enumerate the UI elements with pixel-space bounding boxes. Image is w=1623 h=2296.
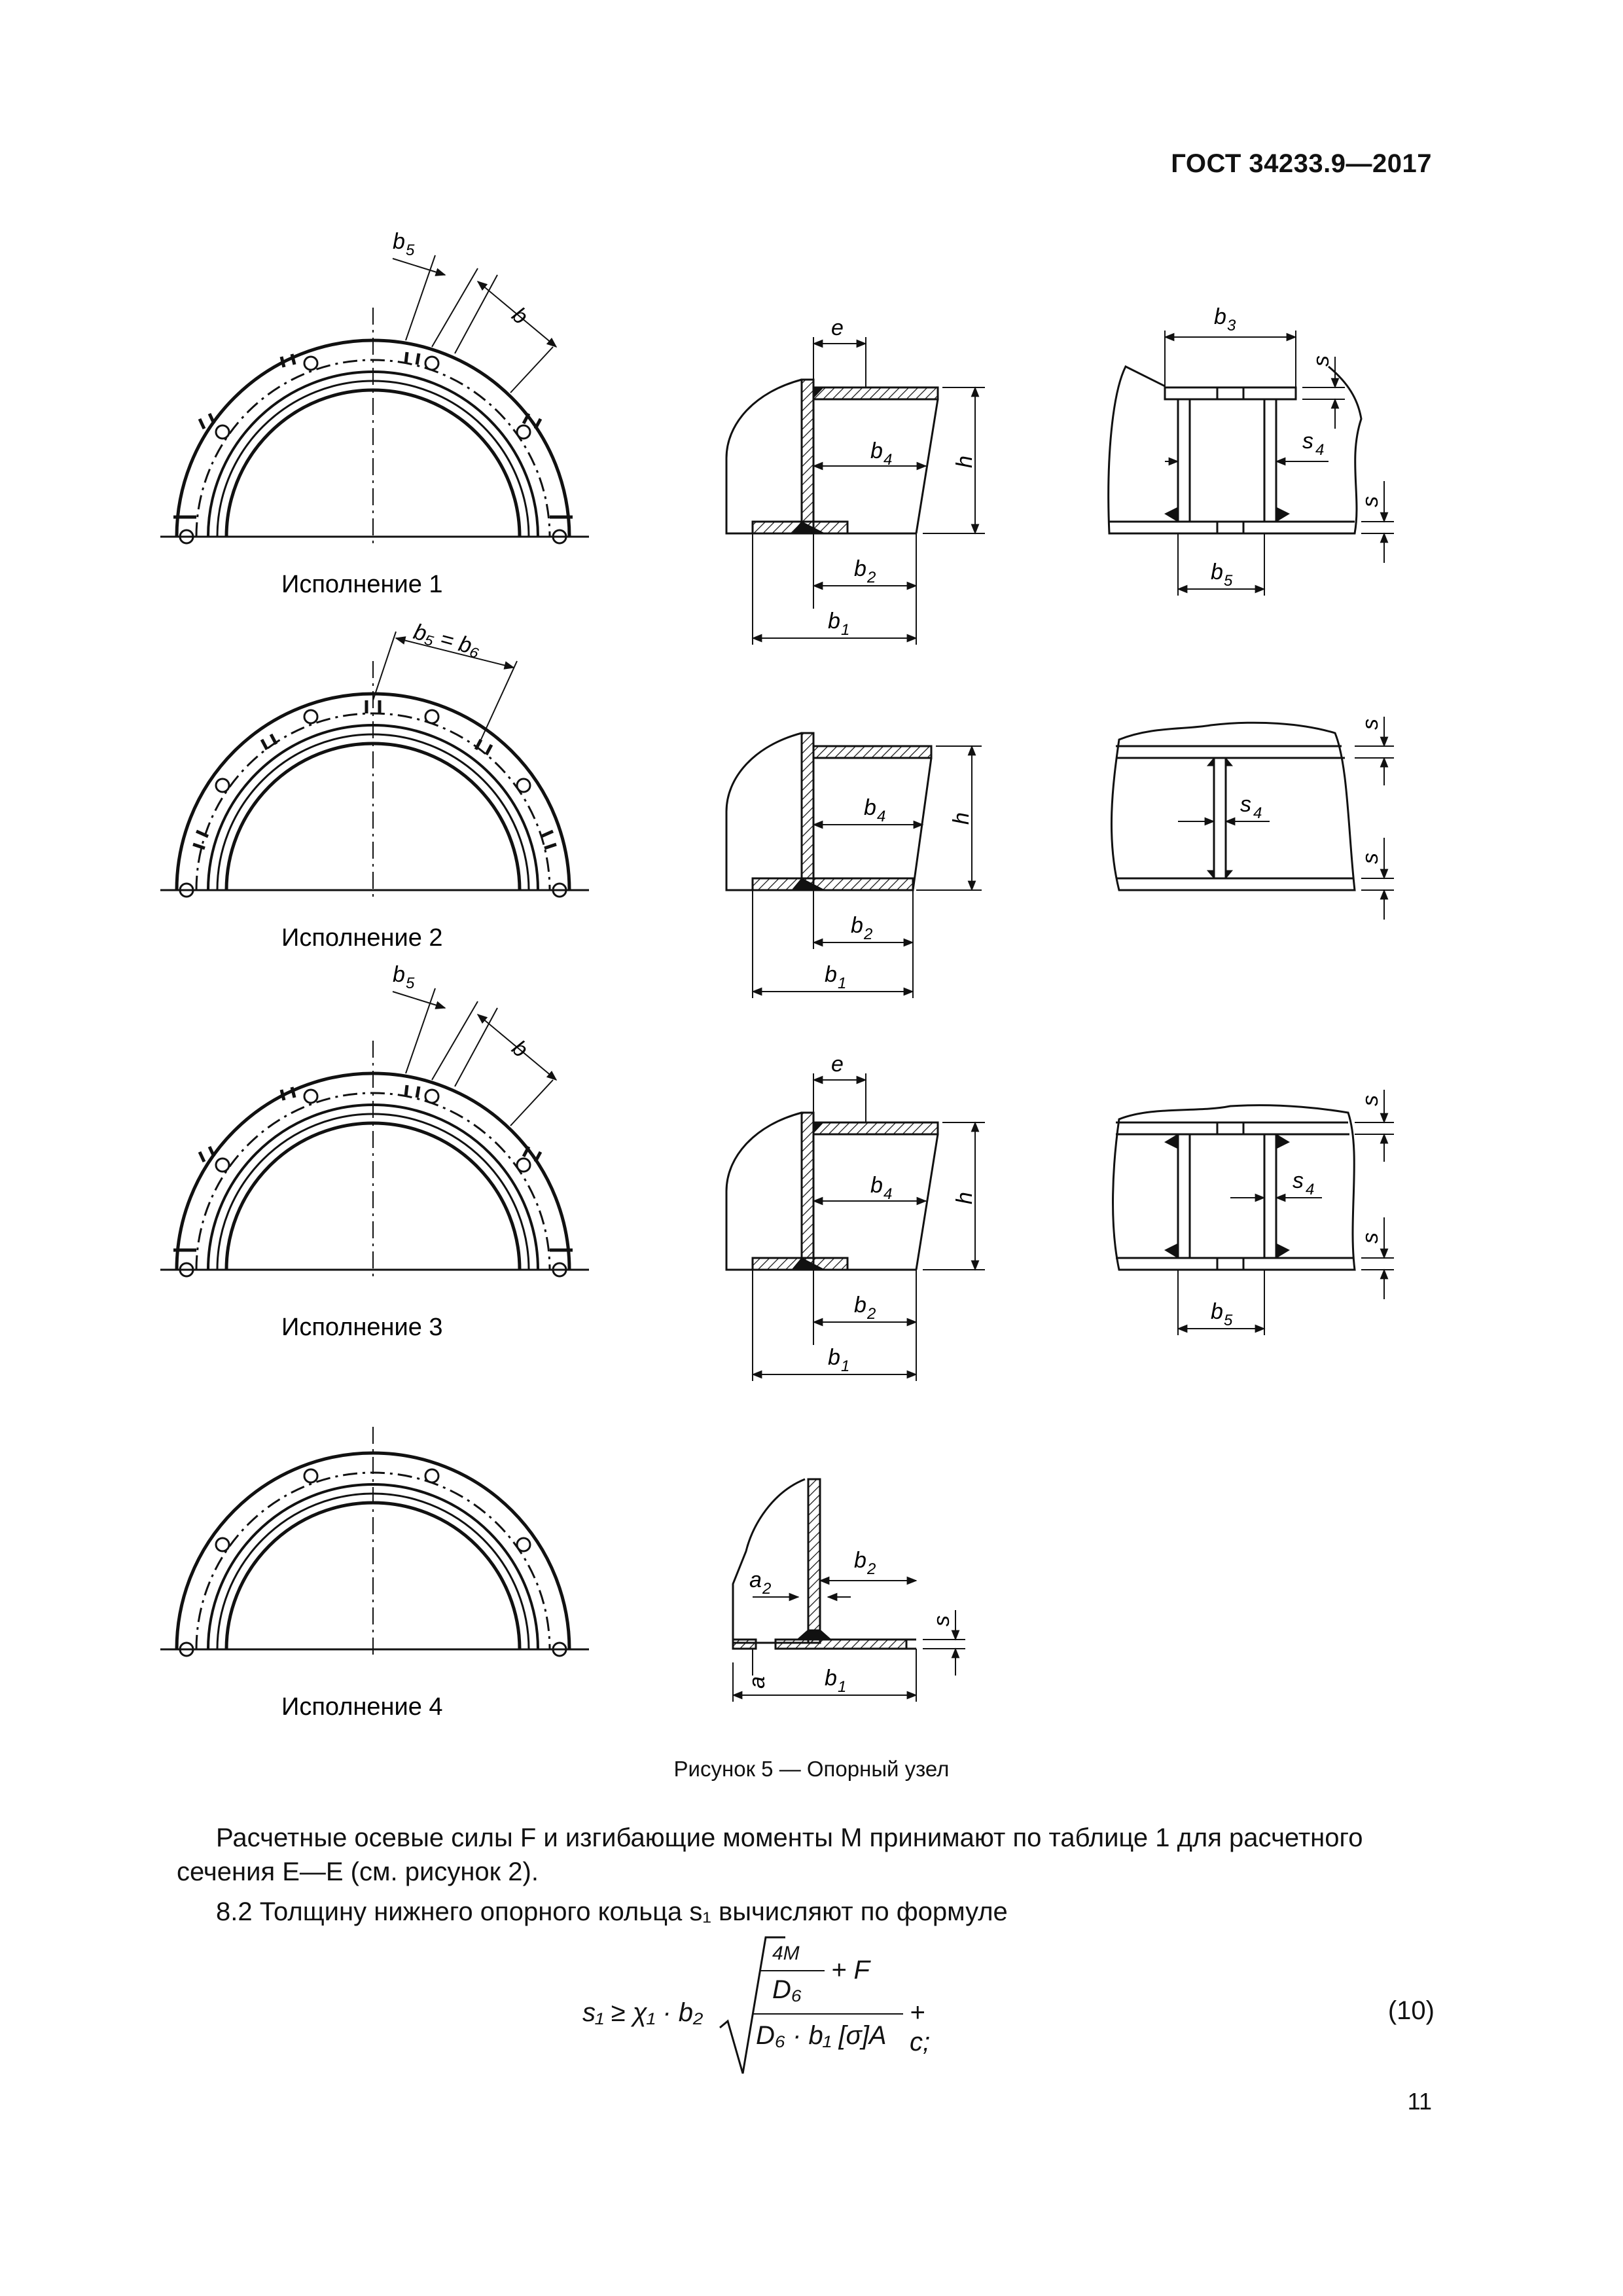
svg-text:2: 2 (867, 569, 876, 586)
variant-1-label: Исполнение 1 (281, 571, 443, 598)
svg-text:s: s (1309, 355, 1334, 367)
svg-text:4: 4 (883, 451, 893, 469)
svg-text:a: a (745, 1676, 770, 1689)
svg-text:h: h (949, 812, 974, 825)
dim-b5-v3: b (393, 962, 405, 987)
variant-1-ring (160, 255, 589, 543)
detail-section-2 (726, 733, 982, 998)
svg-text:s: s (1358, 1232, 1383, 1244)
right-section-1 (1109, 331, 1394, 596)
svg-text:b: b (1211, 1299, 1223, 1324)
svg-text:4: 4 (1306, 1181, 1315, 1198)
svg-text:h: h (952, 1192, 977, 1204)
variant-2-ring (160, 632, 589, 897)
svg-text:b: b (870, 439, 883, 463)
svg-text:5: 5 (406, 242, 415, 259)
svg-text:2: 2 (867, 1560, 876, 1578)
svg-text:3: 3 (1227, 317, 1236, 334)
formula-10 (582, 1929, 949, 2080)
svg-text:b: b (851, 913, 863, 938)
svg-text:5: 5 (1224, 572, 1233, 590)
svg-text:s: s (1358, 853, 1383, 864)
variant-4-ring (160, 1427, 589, 1656)
equation-number: (10) (1387, 1996, 1435, 2025)
svg-text:s: s (1358, 496, 1383, 507)
svg-text:2: 2 (864, 925, 873, 943)
svg-text:b: b (825, 962, 837, 987)
svg-text:4: 4 (1253, 804, 1262, 822)
dim-b6-v1: b (507, 302, 533, 330)
svg-text:b: b (828, 1345, 840, 1370)
svg-text:s: s (1302, 429, 1313, 454)
body-paragraph-2: 8.2 Толщину нижнего опорного кольца s₁ вычисляют по формуле (216, 1897, 1008, 1926)
dim-b5-eq-b6: b₅ = b₆ (410, 619, 484, 661)
svg-text:b: b (1214, 304, 1226, 329)
page-number: 11 (1407, 2088, 1432, 2115)
svg-text:1: 1 (838, 975, 847, 992)
svg-text:2: 2 (867, 1305, 876, 1323)
svg-text:b: b (864, 795, 876, 820)
svg-text:5: 5 (406, 975, 415, 992)
formula-denominator: D₆ · b₁ [σ]А (756, 2021, 887, 2050)
svg-text:b: b (870, 1173, 883, 1198)
standard-code: ГОСТ 34233.9—2017 (1171, 149, 1432, 178)
inner-fraction-bar (759, 1970, 825, 1971)
svg-text:b: b (854, 1293, 866, 1318)
svg-text:b: b (854, 1548, 866, 1573)
variant-3-ring (160, 988, 589, 1276)
variant-4-label: Исполнение 4 (281, 1693, 443, 1721)
dim-b5-v1: b (393, 229, 405, 254)
svg-text:b: b (1211, 560, 1223, 584)
body-paragraph-1: Расчетные осевые силы F и изгибающие моменты M принимают по таблице 1 для расчетного сечения Е—Е (см. рисунок 2). (177, 1823, 1363, 1886)
svg-text:4: 4 (877, 808, 886, 825)
svg-text:4: 4 (1315, 441, 1325, 459)
svg-text:b: b (825, 1666, 837, 1691)
formula-num-top: 4M (772, 1943, 800, 1964)
svg-text:b: b (828, 609, 840, 634)
dim-b6-v3: b (507, 1035, 533, 1063)
svg-text:h: h (952, 456, 977, 468)
detail-section-3 (726, 1073, 985, 1381)
detail-section-1 (726, 337, 985, 645)
svg-text:1: 1 (841, 1357, 850, 1375)
svg-text:s: s (1358, 1095, 1383, 1106)
variant-3-label: Исполнение 3 (281, 1314, 443, 1341)
svg-text:5: 5 (1224, 1312, 1233, 1329)
svg-text:s: s (1293, 1168, 1304, 1193)
svg-text:s: s (1240, 792, 1251, 817)
svg-text:s: s (1358, 719, 1383, 730)
variant-2-label: Исполнение 2 (281, 924, 443, 952)
right-section-3 (1113, 1090, 1394, 1335)
figure-caption: Рисунок 5 — Опорный узел (673, 1757, 950, 1781)
svg-text:e: e (831, 1052, 844, 1077)
svg-text:e: e (831, 315, 844, 340)
svg-text:2: 2 (762, 1580, 772, 1598)
svg-text:1: 1 (838, 1678, 847, 1696)
svg-text:b: b (854, 556, 866, 581)
formula-plus-f: + F (831, 1956, 870, 1984)
svg-text:4: 4 (883, 1185, 893, 1203)
svg-text:a: a (749, 1568, 762, 1592)
svg-text:s: s (929, 1615, 954, 1626)
formula-tail: + c; (910, 1998, 931, 2056)
main-fraction-bar (753, 2013, 903, 2015)
formula-num-mid: D₆ (772, 1975, 802, 2004)
svg-text:1: 1 (841, 621, 850, 639)
formula-lhs: s₁ ≥ χ₁ · b₂ (582, 1998, 704, 2027)
